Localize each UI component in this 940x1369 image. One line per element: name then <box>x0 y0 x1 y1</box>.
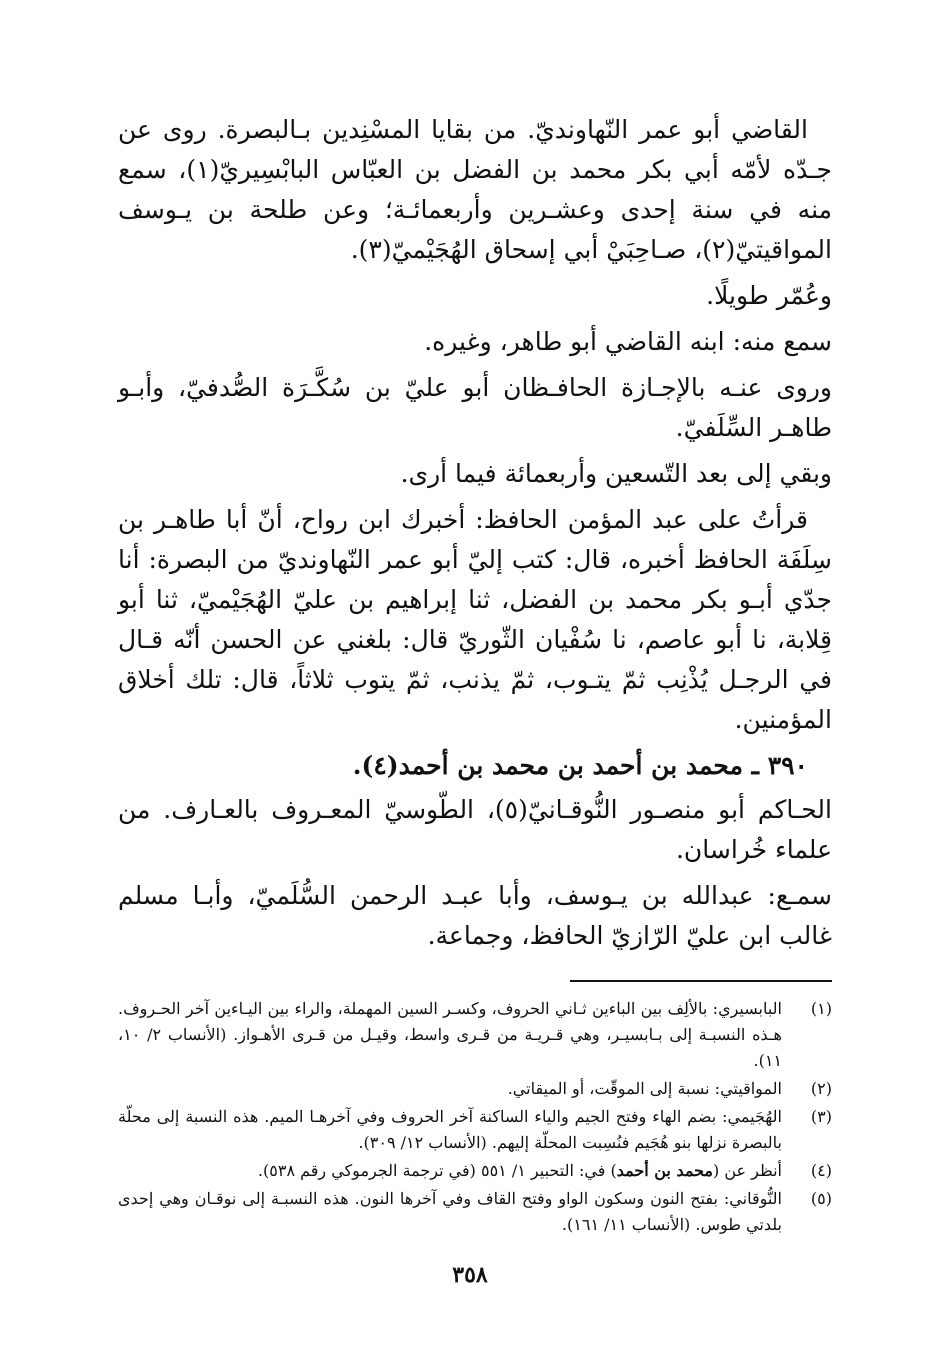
footnote-text: الهُجَيمي: بضم الهاء وفتح الجيم والياء الساكنة آخر الحروف وفي آخرهـا الميم. هذه النسبة إلى محلّة بالبصرة نزلها بنو هُجَيم فنُسِبت المحلّة إليهم. (الأنساب ١٢/ ٣٠٩). <box>118 1107 782 1152</box>
footnote-item <box>118 1186 832 1238</box>
footnote-number: (١) <box>810 999 832 1018</box>
footnote-text <box>118 1158 782 1184</box>
footnote-item <box>118 996 832 1074</box>
paragraph-heard: سمـع: عبدالله بن يـوسف، وأبا عبـد الرحمن السُّلَميّ، وأبـا مسلم غالب ابن عليّ الرّازيّ الحافظ، وجماعة. <box>118 881 832 950</box>
footnote-item <box>118 1076 832 1102</box>
entry-heading: ٣٩٠ ـ محمد بن أحمد بن محمد بن أحمد(٤). <box>352 751 808 780</box>
footnote-text: النُّوقاني: بفتح النون وسكون الواو وفتح القاف وفي آخرها النون. هذه النسبـة إلى نوقـان وهي إحدى بلدتي طوس. (الأنساب ١١/ ١٦١). <box>118 1189 783 1234</box>
paragraph-heard-from: سمع منه: ابنه القاضي أبو طاهر، وغيره. <box>424 327 832 356</box>
footnote-item <box>118 1158 832 1184</box>
footnote-text: المواقيتي: نسبة إلى الموقّت، أو الميقاتي. <box>507 1079 782 1098</box>
footnotes <box>118 996 832 1238</box>
main-text <box>118 110 832 956</box>
paragraph-intro: القاضي أبو عمر النّهاونديّ. من بقايا المسْنِدين بـالبصرة. روى عن جـدّه لأمّه أبي بكر محمد بن الفضل بن العبّاس البابْسِيريّ(١)، سمع منه في سنة إحدى وعشـرين وأربعمائـة؛ وعن طلحة بن يـوسف المواقيتيّ(٢)، صـاحِبَيْ أبي إسحاق الهُجَيْميّ(٣). <box>118 115 832 264</box>
paragraph-narrated-ijaza: وروى عنـه بالإجـازة الحافـظان أبو عليّ بن سُكَّـرَة الصُّدفيّ، وأبـو طاهـر السِّلَفيّ. <box>118 373 832 442</box>
paragraph-isnad: قرأتُ على عبد المؤمن الحافظ: أخبرك ابن رواح، أنّ أبا طاهـر بن سِلَفَة الحافظ أخبره، قال: كتب إليّ أبو عمر النّهاونديّ من البصرة: أنا جدّي أبـو بكر محمد بن الفضل، ثنا إبراهيم بن عليّ الهُجَيْميّ، ثنا أبو قِلابة، نا أبو عاصم، نا سُفْيان الثّوريّ قال: بلغني عن الحسن أنّه قـال في الرجـل يُذْنِب ثمّ يتـوب، ثمّ يذنب، ثمّ يتوب ثلاثاً، قال: تلك أخلاق المؤمنين. <box>118 505 832 734</box>
footnote-number: (٥) <box>810 1189 832 1208</box>
footnote-separator <box>570 980 832 982</box>
footnote-number: (٢) <box>810 1079 832 1098</box>
footnote-text: البابسيري: بالألِف بين الباءين ثـاني الحروف، وكسـر السين المهملة، والراء بين اليـاءين آخر الحـروف. هـذه النسبـة إلى بـابسيـر، وهي قـريـة من قـرى واسط، وقيـل من قـرى الأهـواز. (الأنساب ٢/ ١٠، ١١). <box>118 999 783 1070</box>
paragraph-hakim: الحـاكم أبو منصـور النُّوقـانيّ(٥)، الطّوسيّ المعـروف بالعـارف. من علماء خُراسان. <box>118 795 832 864</box>
footnote-item <box>118 1104 832 1156</box>
footnote-bold-name: محمد بن أحمد <box>616 1161 713 1180</box>
paragraph-long-life: وعُمّر طويلًا. <box>706 281 832 310</box>
paragraph-remained: وبقي إلى بعد التّسعين وأربعمائة فيما أرى. <box>400 459 832 488</box>
footnote-number: (٣) <box>810 1107 832 1126</box>
footnote-text-before: أنظر عن ( <box>713 1161 782 1180</box>
footnote-number: (٤) <box>810 1161 832 1180</box>
page-number: ٣٥٨ <box>452 1262 488 1288</box>
footnote-text-after: ) في: التحبير ١/ ٥٥١ (في ترجمة الجرموكي رقم ٥٣٨). <box>257 1161 617 1180</box>
